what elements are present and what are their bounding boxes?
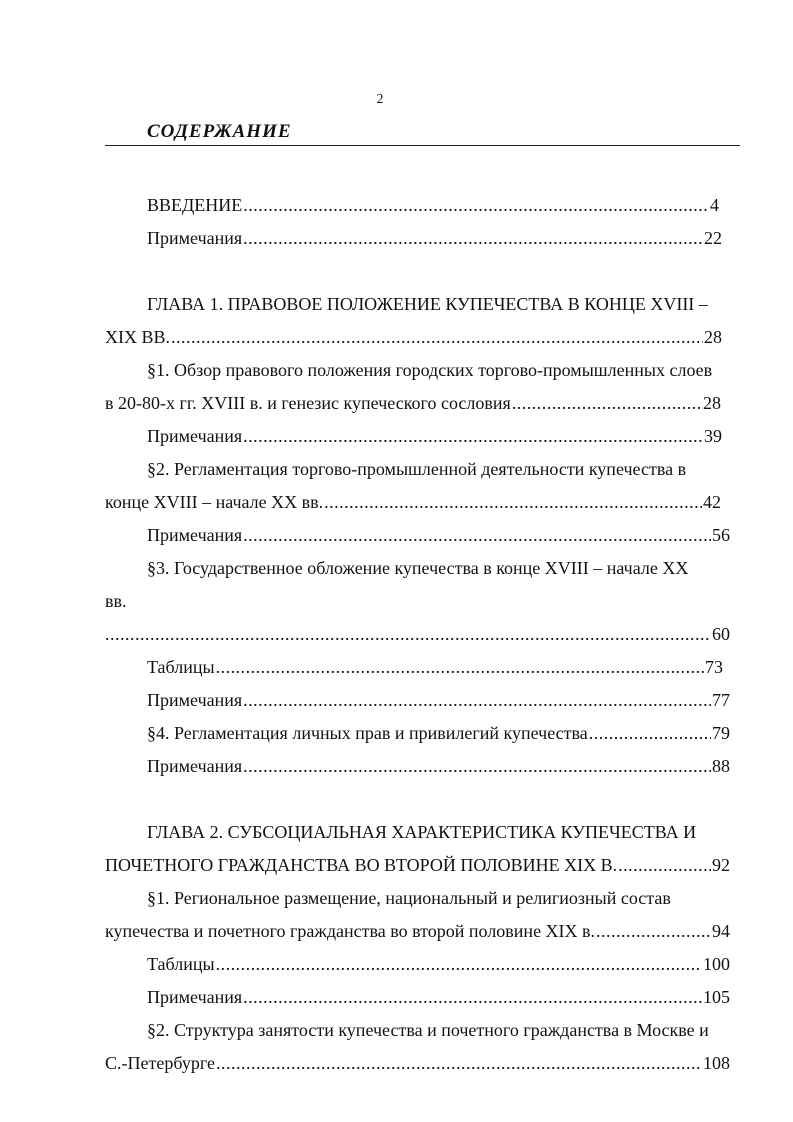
toc-entry-introduction[interactable]	[147, 194, 719, 216]
toc-entry-title: ПОЧЕТНОГО ГРАЖДАНСТВА ВО ВТОРОЙ ПОЛОВИНЕ XIX В.	[105, 855, 618, 875]
toc-entry-title: в 20-80-х гг. XVIII в. и генезис купеческого сословия	[105, 393, 511, 413]
toc-section-1-3-title-cont[interactable]: вв.	[105, 591, 127, 611]
toc-leader-dots	[216, 1052, 702, 1074]
toc-entry-title: Примечания	[147, 987, 243, 1007]
toc-entry-chapter-2[interactable]	[105, 854, 730, 876]
toc-section-2-2-title[interactable]: §2. Структура занятости купечества и почетного гражданства в Москве и	[147, 1020, 709, 1040]
toc-entry-title: Примечания	[147, 756, 243, 776]
toc-entry-page: 94	[712, 921, 730, 941]
toc-entry-page: 77	[712, 690, 730, 710]
toc-leader-dots	[243, 689, 711, 711]
toc-leader-dots	[243, 524, 711, 546]
toc-section-1-3-title[interactable]: §3. Государственное обложение купечества в конце XVIII – начале XX	[147, 558, 689, 578]
toc-leader-dots	[105, 623, 711, 645]
toc-leader-dots	[596, 920, 711, 942]
toc-entry-section-1-4-notes[interactable]	[147, 755, 730, 777]
toc-entry-section-2-1-tables[interactable]	[147, 953, 730, 975]
toc-entry-page: 42	[703, 492, 721, 512]
toc-leader-dots	[243, 986, 702, 1008]
toc-entry-section-1-1-notes[interactable]	[147, 425, 722, 447]
heading-divider	[105, 145, 740, 146]
toc-entry-page: 100	[703, 954, 730, 974]
toc-leader-dots	[216, 656, 704, 678]
toc-entry-section-2-2[interactable]	[105, 1052, 730, 1074]
toc-entry-page: 105	[703, 987, 730, 1007]
toc-entry-section-1-3[interactable]	[105, 623, 730, 645]
toc-entry-page: 39	[704, 426, 722, 446]
toc-entry-page: 88	[712, 756, 730, 776]
toc-leader-dots	[324, 491, 702, 513]
toc-entry-intro-notes[interactable]	[147, 227, 722, 249]
page-number: 2	[376, 92, 384, 107]
toc-entry-page: 73	[705, 657, 723, 677]
toc-chapter-1-title[interactable]: ГЛАВА 1. ПРАВОВОЕ ПОЛОЖЕНИЕ КУПЕЧЕСТВА В КОНЦЕ XVIII –	[147, 294, 708, 314]
toc-leader-dots	[171, 326, 703, 348]
toc-entry-title: Примечания	[147, 690, 243, 710]
toc-entry-section-2-1[interactable]	[105, 920, 730, 942]
toc-entry-section-1-2-notes[interactable]	[147, 524, 730, 546]
toc-entry-title: Примечания	[147, 525, 243, 545]
toc-entry-page: 108	[703, 1053, 730, 1073]
toc-entry-section-2-1-notes[interactable]	[147, 986, 730, 1008]
toc-section-2-1-title[interactable]: §1. Региональное размещение, национальный и религиозный состав	[147, 888, 671, 908]
toc-entry-page: 92	[712, 855, 730, 875]
toc-entry-title: Таблицы	[147, 657, 215, 677]
toc-entry-title: С.-Петербурге	[105, 1053, 215, 1073]
toc-entry-title: §4. Регламентация личных прав и привилегий купечества	[147, 723, 588, 743]
toc-entry-title: конце XVIII – начале XX вв.	[105, 492, 324, 512]
toc-entry-page: 22	[704, 228, 722, 248]
toc-entry-page: 28	[704, 327, 722, 347]
toc-entry-title: ВВЕДЕНИЕ	[147, 195, 243, 215]
toc-section-1-1-title[interactable]: §1. Обзор правового положения городских торгово-промышленных слоев	[147, 360, 713, 380]
toc-leader-dots	[618, 854, 711, 876]
toc-entry-title: XIX ВВ.	[105, 327, 171, 347]
toc-leader-dots	[243, 755, 711, 777]
toc-entry-section-1-1[interactable]	[105, 392, 721, 414]
toc-entry-chapter-1[interactable]	[105, 326, 722, 348]
toc-section-1-2-title[interactable]: §2. Регламентация торгово-промышленной деятельности купечества в	[147, 459, 687, 479]
toc-chapter-2-title[interactable]: ГЛАВА 2. СУБСОЦИАЛЬНАЯ ХАРАКТЕРИСТИКА КУПЕЧЕСТВА И	[147, 822, 697, 842]
toc-leader-dots	[589, 722, 711, 744]
toc-leader-dots	[243, 227, 703, 249]
toc-entry-title: Примечания	[147, 426, 243, 446]
toc-entry-title: купечества и почетного гражданства во второй половине XIX в.	[105, 921, 596, 941]
toc-entry-section-1-3-notes[interactable]	[147, 689, 730, 711]
toc-entry-section-1-2[interactable]	[105, 491, 721, 513]
toc-entry-page: 60	[712, 624, 730, 644]
toc-entry-page: 28	[703, 393, 721, 413]
toc-entry-page: 4	[710, 195, 719, 215]
toc-leader-dots	[243, 194, 709, 216]
toc-entry-page: 56	[712, 525, 730, 545]
toc-leader-dots	[243, 425, 703, 447]
page-title: СОДЕРЖАНИЕ	[147, 121, 292, 142]
toc-entry-page: 79	[712, 723, 730, 743]
toc-entry-title: Таблицы	[147, 954, 215, 974]
toc-entry-section-1-4[interactable]	[147, 722, 730, 744]
toc-entry-section-1-3-tables[interactable]	[147, 656, 723, 678]
toc-entry-title: Примечания	[147, 228, 243, 248]
toc-leader-dots	[512, 392, 702, 414]
toc-leader-dots	[216, 953, 702, 975]
